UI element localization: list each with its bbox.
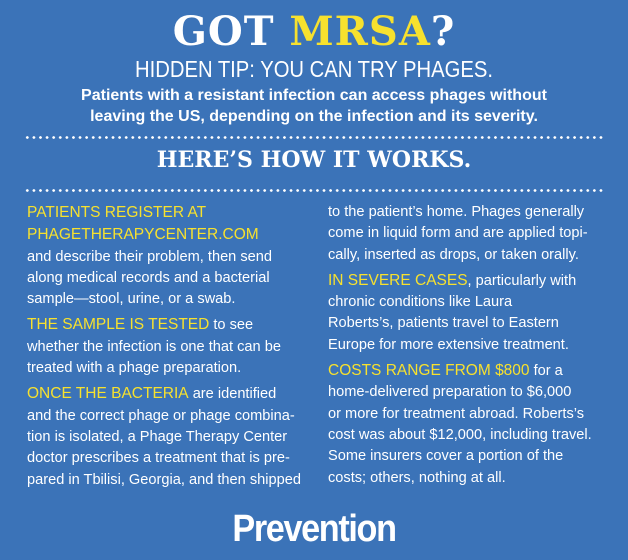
text-line [328,223,592,244]
text-line [27,406,301,427]
text-line [27,337,301,358]
paragraph [328,270,592,356]
body-text: to the patient’s home. Phages generally [328,204,585,220]
text-line [27,247,301,268]
body-text: Some insurers cover a portion of the [328,448,564,465]
text-line [328,292,592,313]
paragraph [27,383,301,490]
text-line [328,245,592,266]
dotted-divider [24,136,606,139]
paragraph [328,202,592,266]
body-text: , particularly with [467,272,577,289]
body-text: Roberts’s, patients travel to Eastern [328,315,559,332]
body-text: to see [209,317,254,334]
body-text: whether the infection is one that can be [27,338,281,355]
body-text: sample—stool, urine, or a swab. [27,291,236,308]
text-line [328,270,592,292]
text-line [328,313,592,334]
body-text: or more for treatment abroad. Roberts’s [328,405,585,422]
text-line [328,335,592,356]
text-line [27,202,301,224]
text-line [328,382,592,403]
highlight-lead: COSTS RANGE FROM $800 [328,362,530,380]
intro-line: leaving the US, depending on the infection and its severity. [90,108,538,125]
body-text: chronic conditions like Laura [328,294,513,311]
text-line [328,468,592,489]
body-text: along medical records and a bacterial [27,269,270,286]
headline-highlight: MRSA [289,8,431,55]
text-line [328,446,592,467]
body-text: home-delivered preparation to $6,000 [328,384,572,401]
body-text: doctor prescribes a treatment that is pre- [27,450,290,467]
text-line [328,425,592,446]
highlight-lead: PHAGETHERAPYCENTER.COM [27,226,259,244]
intro-line: Patients with a resistant infection can access phages without [81,87,547,104]
paragraph [27,314,301,379]
text-line [27,427,301,448]
body-text: cost was about $12,000, including travel. [328,426,592,443]
text-line [328,202,592,223]
text-line [328,404,592,425]
right-column [328,202,592,493]
text-line [27,268,301,289]
prevention-logo: Prevention [232,508,396,550]
body-text: and the correct phage or phage combina- [27,407,295,424]
paragraph [27,202,301,310]
highlight-lead: IN SEVERE CASES [328,271,468,289]
dotted-divider [24,189,606,192]
text-line [27,224,301,246]
body-text: treated with a phage preparation. [27,360,242,377]
text-line [27,358,301,379]
paragraph [328,360,592,489]
body-text: Europe for more extensive treatment. [328,336,569,353]
text-line [27,314,301,336]
body-text: come in liquid form and are applied topi- [328,225,588,242]
body-text: cally, inserted as drops, or taken orally. [328,246,579,263]
body-text: tion is isolated, a Phage Therapy Center [27,428,288,445]
highlight-lead: ONCE THE BACTERIA [27,385,189,403]
highlight-lead: THE SAMPLE IS TESTED [27,316,210,334]
highlight-lead: PATIENTS REGISTER AT [27,204,207,221]
body-text: and describe their problem, then send [27,248,273,265]
headline-post: ? [430,8,456,55]
body-text: pared in Tbilisi, Georgia, and then shipped [27,471,301,488]
body-text: are identified [188,386,277,403]
text-line [27,470,301,491]
text-line [27,448,301,469]
body-text: costs; others, nothing at all. [328,469,506,486]
headline-pre: GOT [172,8,290,55]
headline [0,8,628,55]
intro-text [0,85,628,127]
left-column [27,202,301,495]
text-line [328,360,592,382]
body-text: for a [529,363,563,380]
text-line [27,289,301,310]
text-line [27,383,301,405]
subtitle: HIDDEN TIP: YOU CAN TRY PHAGES. [134,56,494,82]
section-heading: HERE’S HOW IT WORKS. [156,147,472,173]
